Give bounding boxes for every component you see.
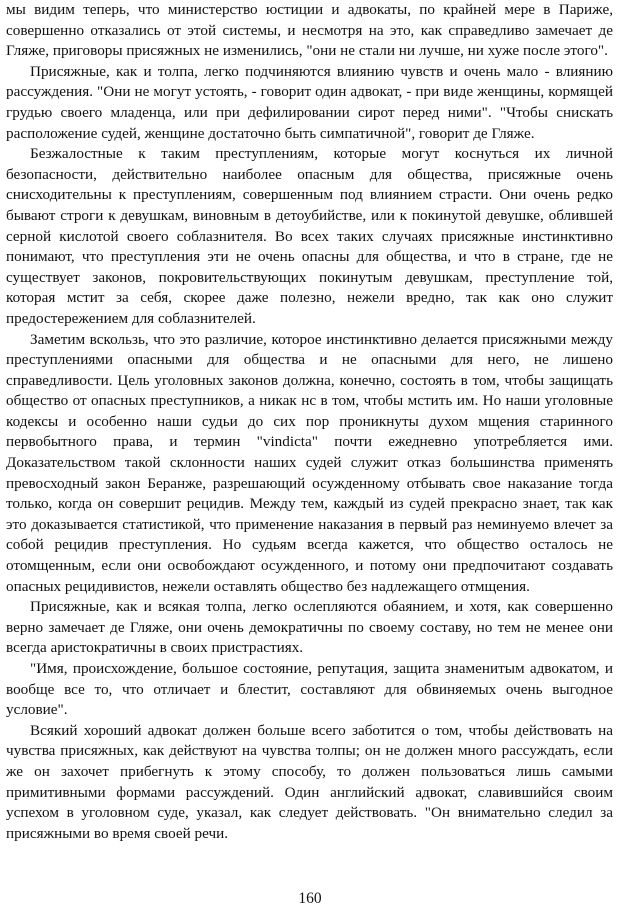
paragraph-continued: мы видим теперь, что министерство юстиции и адвокаты, по крайней мере в Париже, совершенно отказались от этой системы, и несмотря на это, как справедливо замечает де Гляже, приговоры присяжных не изменились, "они не стали ни лучше, ни хуже после этого".: [6, 1, 613, 60]
paragraph: Заметим вскользь, что это различие, которое инстинктивно делается присяжными между преступлениями опасными для общества и не опасными для него, не лишено справедливости. Цель уголовных законов должна, конечно, состоять в том, чтобы защищать общество от опасных преступников, а никак нс в том, чтобы мстить им. Но наши уголовные кодексы и особенно наши судьи до сих пор проникнуты духом мщения старинного первобытного права, и термин "vindicta" почти ежедневно употребляется ими. Доказательством такой склонности наших судей служит отказ большинства применять превосходный закон Беранже, разрешающий осужденному отбывать свое наказание тогда только, когда он совершит рецидив. Между тем, каждый из судей прекрасно знает, так как это доказывается статистикой, что применение наказания в первый раз неминуемо влечет за собой рецидив преступления. Но судьям всегда кажется, что общество осталось не отомщенным, если они освобождают осужденного, и потому они предпочитают создавать опасных рецидивистов, нежели оставлять общество без надлежащего отмщения.: [6, 330, 613, 595]
body-text: [6, 0, 613, 844]
paragraph: Безжалостные к таким преступлениям, которые могут коснуться их личной безопасности, действительно наиболее опасным для общества, присяжные очень снисходительны к преступлениям, совершенным под влиянием страсти. Они очень редко бывают строги к девушкам, виновным в детоубийстве, или к покинутой девушке, облившей серной кислотой своего соблазнителя. Во всех таких случаях присяжные инстинктивно понимают, что преступления эти не очень опасны для общества, и что в стране, где не существует законов, покровительствующих покинутым девушкам, преступление той, которая мстит за себя, скорее даже полезно, нежели вредно, так как оно служит предостережением для соблазнителей.: [6, 145, 613, 327]
paragraph: Всякий хороший адвокат должен больше всего заботится о том, чтобы действовать на чувства присяжных, как действуют на чувства толпы; он не должен много рассуждать, если же он захочет прибегнуть к этому способу, то должен пользоваться лишь самыми примитивными формами рассуждений. Один английский адвокат, славившийся своим успехом в уголовном суде, указал, как следует действовать. "Он внимательно следил за присяжными во время своей речи.: [6, 721, 613, 842]
paragraph: Присяжные, как и толпа, легко подчиняются влиянию чувств и очень мало - влиянию рассуждения. "Они не могут устоять, - говорит один адвокат, - при виде женщины, кормящей грудью своего младенца, или при дефилировании сирот перед ними". "Чтобы снискать расположение судей, женщине достаточно быть симпатичной", говорит де Гляже.: [6, 62, 613, 142]
page-number: 160: [298, 890, 322, 907]
paragraph-quote: "Имя, происхождение, большое состояние, репутация, защита знаменитым адвокатом, и вообще все то, что отличает и блестит, составляют для обвиняемых очень выгодное условие".: [6, 660, 613, 719]
paragraph: Присяжные, как и всякая толпа, легко ослепляются обаянием, и хотя, как совершенно верно замечает де Гляже, они очень демократичны по своему составу, но тем не менее они всегда аристократичны в своих пристрастиях.: [6, 598, 613, 657]
